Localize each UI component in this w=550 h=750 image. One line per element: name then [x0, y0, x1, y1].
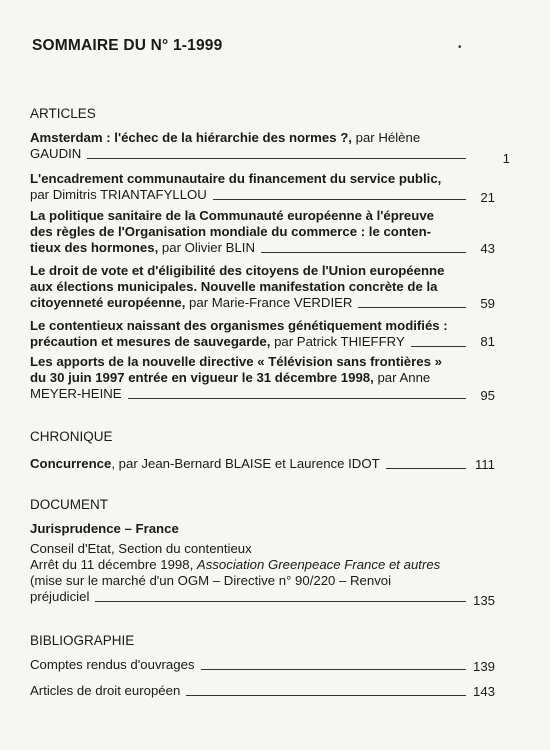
- toc-entry-document[interactable]: [30, 557, 470, 605]
- toc-entry-biblio-2[interactable]: [30, 683, 470, 699]
- entry-title: L'encadrement communautaire du financement du service public,: [30, 171, 442, 186]
- entry-title: tieux des hormones,: [30, 240, 159, 255]
- page-number: 95: [480, 388, 495, 403]
- page-number: 111: [474, 457, 495, 472]
- page-number: 139: [472, 659, 495, 674]
- document-case-name: Association Greenpeace France et autres: [196, 557, 441, 572]
- entry-author: par Olivier BLIN: [158, 240, 255, 255]
- entry-author: , par Jean-Bernard BLAISE et Laurence IDOT: [111, 456, 380, 471]
- leader-line: [95, 601, 466, 602]
- toc-entry-biblio-1[interactable]: [30, 657, 470, 673]
- toc-entry-5[interactable]: [30, 318, 470, 350]
- page-number: 21: [480, 190, 495, 205]
- page-number: 143: [472, 684, 495, 699]
- toc-entry-6[interactable]: [30, 354, 470, 402]
- entry-title: La politique sanitaire de la Communauté européenne à l'épreuve: [30, 208, 434, 223]
- document-line: préjudiciel: [30, 589, 90, 604]
- section-document: DOCUMENT: [30, 497, 108, 512]
- section-chronique: CHRONIQUE: [30, 429, 113, 444]
- leader-line: [411, 346, 466, 347]
- toc-entry-4[interactable]: [30, 263, 470, 311]
- entry-title: des règles de l'Organisation mondiale du commerce : le conten-: [30, 224, 432, 239]
- leader-line: [358, 307, 466, 308]
- entry-title: Concurrence: [30, 456, 112, 471]
- toc-entry-3[interactable]: [30, 208, 470, 256]
- page-number: 135: [472, 593, 495, 608]
- entry-author: par Marie-France VERDIER: [185, 295, 353, 310]
- toc-entry-chronique[interactable]: [30, 456, 470, 472]
- entry-author: MEYER-HEINE: [30, 386, 122, 401]
- entry-label: Articles de droit européen: [30, 683, 181, 698]
- entry-author: par Anne: [373, 370, 431, 385]
- entry-author: par Dimitris TRIANTAFYLLOU: [30, 187, 207, 202]
- document-line: Conseil d'Etat, Section du contentieux: [30, 541, 252, 556]
- entry-title: aux élections municipales. Nouvelle manifestation concrète de la: [30, 279, 438, 294]
- leader-line: [87, 158, 466, 159]
- entry-title: Amsterdam : l'échec de la hiérarchie des normes ?,: [30, 130, 352, 145]
- entry-author: GAUDIN: [30, 146, 82, 161]
- leader-line: [128, 398, 466, 399]
- entry-title: citoyenneté européenne,: [30, 295, 186, 310]
- leader-line: [201, 669, 466, 670]
- entry-author: par Hélène: [351, 130, 421, 145]
- leader-line: [213, 199, 466, 200]
- page-number: 1: [502, 151, 510, 166]
- entry-title: du 30 juin 1997 entrée en vigueur le 31 décembre 1998,: [30, 370, 374, 385]
- leader-line: [386, 468, 466, 469]
- entry-title: Le droit de vote et d'éligibilité des citoyens de l'Union européenne: [30, 263, 445, 278]
- page-number: 81: [480, 334, 495, 349]
- leader-line: [261, 252, 466, 253]
- page-number: 59: [480, 296, 495, 311]
- entry-title: Le contentieux naissant des organismes génétiquement modifiés :: [30, 318, 448, 333]
- leader-line: [186, 695, 466, 696]
- section-bibliographie: BIBLIOGRAPHIE: [30, 633, 135, 648]
- entry-label: Comptes rendus d'ouvrages: [30, 657, 195, 672]
- entry-title: précaution et mesures de sauvegarde,: [30, 334, 271, 349]
- entry-title: Les apports de la nouvelle directive « Télévision sans frontières »: [30, 354, 442, 369]
- document-heading: Jurisprudence – France: [30, 521, 179, 536]
- page-number: 43: [480, 241, 495, 256]
- toc-entry-2[interactable]: [30, 171, 470, 203]
- document-line: Arrêt du 11 décembre 1998,: [30, 557, 197, 572]
- toc-entry-1[interactable]: [30, 130, 470, 162]
- speck: •: [458, 42, 462, 53]
- document-line: (mise sur le marché d'un OGM – Directive n° 90/220 – Renvoi: [30, 573, 392, 588]
- entry-author: par Patrick THIEFFRY: [270, 334, 405, 349]
- page-title: SOMMAIRE DU N° 1-1999: [32, 37, 223, 54]
- section-articles: ARTICLES: [30, 106, 96, 121]
